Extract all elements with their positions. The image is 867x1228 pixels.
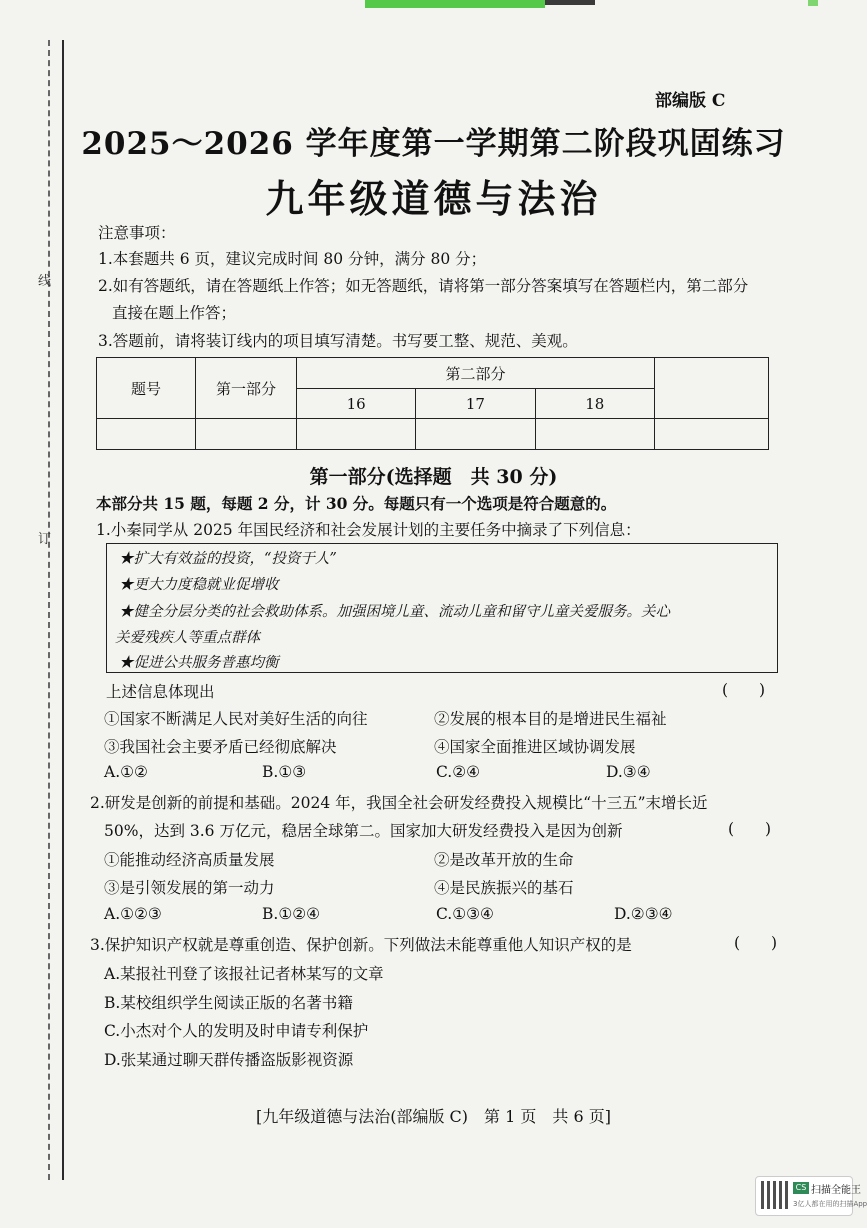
scanner-logo-icon: CS bbox=[793, 1182, 809, 1194]
page-footer: [九年级道德与法治(部编版 C) 第 1 页 共 6 页] bbox=[255, 1107, 611, 1126]
option[interactable]: A.①② bbox=[104, 763, 148, 781]
section1-title: 第一部分(选择题 共 30 分) bbox=[309, 466, 558, 488]
notice-heading: 注意事项： bbox=[98, 224, 176, 242]
score-header-question: 题号 bbox=[97, 358, 196, 419]
question-1-lead: 上述信息体现出 bbox=[106, 683, 215, 701]
statement: ①国家不断满足人民对美好生活的向往 bbox=[104, 710, 368, 728]
score-total-cell bbox=[655, 358, 769, 419]
option[interactable]: A.①②③ bbox=[104, 905, 162, 923]
score-header-q17: 17 bbox=[416, 389, 535, 419]
score-cell[interactable] bbox=[416, 419, 535, 450]
qr-code-icon bbox=[761, 1181, 789, 1209]
question-2-stem: 2.研发是创新的前提和基础。2024 年，我国全社会研发经费投入规模比“十三五”末增长近 bbox=[90, 794, 708, 812]
info-line: ★更大力度稳就业促增收 bbox=[119, 577, 279, 593]
option[interactable]: B.①②④ bbox=[262, 905, 321, 923]
question-1-info-box bbox=[106, 543, 778, 673]
score-table bbox=[96, 357, 769, 450]
scan-edge-mark bbox=[808, 0, 818, 6]
statement: ②发展的根本目的是增进民生福祉 bbox=[434, 710, 667, 728]
statement: ④是民族振兴的基石 bbox=[434, 879, 574, 897]
section1-description: 本部分共 15 题，每题 2 分，计 30 分。每题只有一个选项是符合题意的。 bbox=[96, 494, 617, 513]
notice-item: 1.本套题共 6 页，建议完成时间 80 分钟，满分 80 分； bbox=[98, 250, 487, 268]
option[interactable]: B.某校组织学生阅读正版的名著书籍 bbox=[104, 994, 353, 1012]
option[interactable]: C.②④ bbox=[436, 763, 481, 781]
score-cell[interactable] bbox=[97, 419, 196, 450]
edition-label: 部编版 C bbox=[655, 91, 726, 111]
info-line: ★健全分层分类的社会救助体系。加强困境儿童、流动儿童和留守儿童关爱服务。关心 bbox=[119, 604, 670, 620]
option[interactable]: D.②③④ bbox=[614, 905, 673, 923]
answer-paren[interactable]: ( ) bbox=[728, 820, 772, 838]
info-line: ★扩大有效益的投资，“投资于人” bbox=[119, 551, 337, 567]
scanner-tagline: 3亿人都在用的扫描App bbox=[793, 1200, 867, 1208]
subject-title: 九年级道德与法治 bbox=[265, 177, 602, 221]
question-1-stem: 1.小秦同学从 2025 年国民经济和社会发展计划的主要任务中摘录了下列信息： bbox=[96, 521, 641, 539]
notice-item: 2.如有答题纸，请在答题纸上作答；如无答题纸，请将第一部分答案填写在答题栏内，第二部分 bbox=[98, 277, 749, 295]
statement: ③我国社会主要矛盾已经彻底解决 bbox=[104, 738, 337, 756]
score-header-q18: 18 bbox=[535, 389, 654, 419]
scanner-watermark bbox=[755, 1176, 867, 1216]
score-cell[interactable] bbox=[196, 419, 297, 450]
option[interactable]: C.①③④ bbox=[436, 905, 494, 923]
statement: ②是改革开放的生命 bbox=[434, 851, 574, 869]
info-line: ★促进公共服务普惠均衡 bbox=[119, 655, 279, 671]
statement: ③是引领发展的第一动力 bbox=[104, 879, 275, 897]
margin-mark-line: 线 bbox=[38, 274, 52, 289]
statement: ①能推动经济高质量发展 bbox=[104, 851, 275, 869]
answer-paren[interactable]: ( ) bbox=[722, 681, 766, 699]
notice-item: 直接在题上作答； bbox=[112, 304, 237, 322]
score-header-part1: 第一部分 bbox=[196, 358, 297, 419]
option[interactable]: C.小杰对个人的发明及时申请专利保护 bbox=[104, 1022, 369, 1040]
statement: ④国家全面推进区域协调发展 bbox=[434, 738, 636, 756]
option[interactable]: B.①③ bbox=[262, 763, 307, 781]
option[interactable]: A.某报社刊登了该报社记者林某写的文章 bbox=[104, 965, 384, 983]
scan-edge-mark bbox=[545, 0, 595, 5]
info-line: 关爱残疾人等重点群体 bbox=[115, 630, 260, 646]
score-header-part2: 第二部分 bbox=[297, 358, 655, 389]
question-3-stem: 3.保护知识产权就是尊重创造、保护创新。下列做法未能尊重他人知识产权的是 bbox=[90, 936, 632, 954]
scanner-name: 扫描全能王 bbox=[811, 1185, 861, 1196]
question-2-stem: 50%，达到 3.6 万亿元，稳居全球第二。国家加大研发经费投入是因为创新 bbox=[104, 822, 623, 840]
option[interactable]: D.张某通过聊天群传播盗版影视资源 bbox=[104, 1051, 354, 1069]
option[interactable]: D.③④ bbox=[606, 763, 651, 781]
score-cell[interactable] bbox=[535, 419, 654, 450]
score-cell[interactable] bbox=[655, 419, 769, 450]
answer-paren[interactable]: ( ) bbox=[734, 934, 778, 952]
notice-item: 3.答题前，请将装订线内的项目填写清楚。书写要工整、规范、美观。 bbox=[98, 332, 578, 350]
scan-edge-mark bbox=[365, 0, 545, 8]
score-header-q16: 16 bbox=[297, 389, 416, 419]
score-cell[interactable] bbox=[297, 419, 416, 450]
margin-mark-bind: 订 bbox=[38, 532, 52, 547]
exam-title: 2025～2026 学年度第一学期第二阶段巩固练习 bbox=[81, 126, 786, 162]
